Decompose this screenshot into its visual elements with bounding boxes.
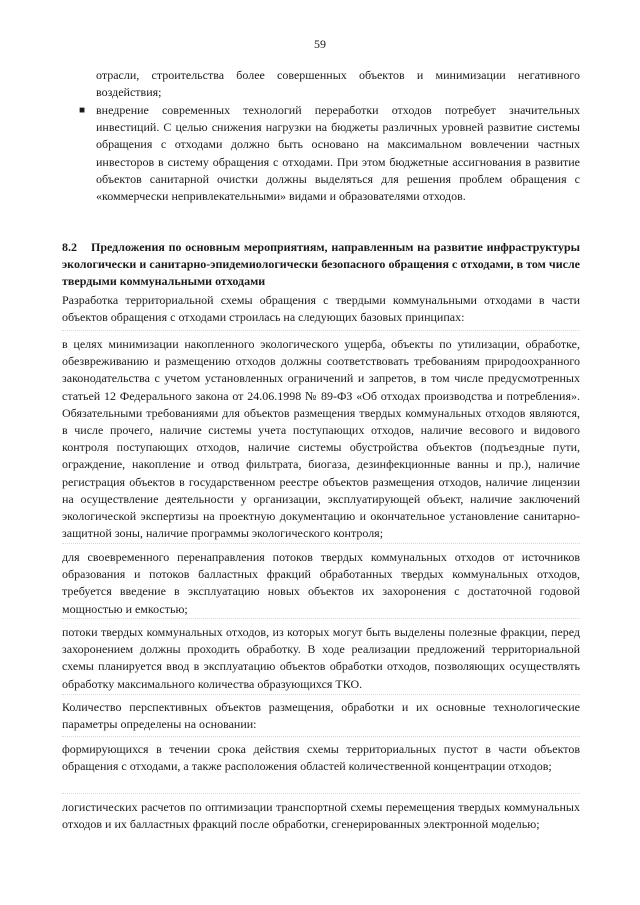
paragraph-divider (62, 330, 580, 331)
paragraph-divider (62, 694, 580, 695)
basis-paragraph: логистических расчетов по оптимизации транспортной схемы перемещения твердых коммунальных отходов и их балластных фракций после обработки, сгенерированных электронной моделью; (62, 800, 580, 832)
principle-paragraph: в целях минимизации накопленного экологического ущерба, объекты по утилизации, обработке, обезвреживанию и размещению отходов должны соответствовать требованиям природоохранного законодательства с учетом установленных ограничений и запретов, в том числе предусмотренных статьей 12 Федерального закона от 24.06.1998 № 89-ФЗ «Об отходах производства и потребления». Обязательными требованиями для объектов размещения твердых коммунальных отходов являются, в числе прочего, наличие системы учета поступающих отходов, наличие весового и видового контроля поступающих отходов, наличие системы обустройства объектов (подъездные пути, ограждение, накопление и отвод фильтрата, биогаза, дезинфекционные ванны и пр.), наличие регистрация объектов в государственном реестре объектов размещения отходов, наличие лицензии на осуществление деятельности у организации, эксплуатирующей объект, наличие заключений экологической экспертизы на проектную документацию и окончательное установление санитарно-защитной зоны, наличие программы экологического контроля; (62, 337, 580, 541)
section-title: Предложения по основным мероприятиям, направленным на развитие инфраструктуры экологически и санитарно-эпидемиологически безопасного обращения с отходами, в том числе твердыми коммунальными отходами (62, 240, 580, 289)
page-number: 59 (314, 37, 326, 51)
list-item (62, 102, 580, 205)
paragraph-divider (62, 793, 580, 794)
square-bullet-icon: ■ (79, 105, 86, 116)
intro-paragraph: Разработка территориальной схемы обращения с твердыми коммунальными отходами в части объектов обращения с отходами строилась на следующих базовых принципах: (62, 293, 580, 325)
section-number: 8.2 (62, 240, 77, 254)
paragraph-divider (62, 736, 580, 737)
paragraph-divider (62, 618, 580, 619)
basis-paragraph: формирующихся в течении срока действия схемы территориальных пустот в части объектов обращения с отходами, а также расположения областей количественной концентрации отходов; (62, 742, 580, 774)
paragraph-divider (62, 543, 580, 544)
continuation-text: отрасли, строительства более совершенных объектов и минимизации негативного воздействия; (96, 68, 580, 100)
basis-intro-paragraph: Количество перспективных объектов размещения, обработки и их основные технологические параметры определены на основании: (62, 700, 580, 732)
principle-paragraph: потоки твердых коммунальных отходов, из которых могут быть выделены полезные фракции, перед захоронением должны проходить обработку. В ходе реализации предложений территориальной схемы планируется ввод в эксплуатацию объектов обработки отходов, позволяющих осуществлять обработку максимального количества образующихся ТКО. (62, 625, 580, 691)
bullet-text: внедрение современных технологий переработки отходов потребует значительных инвестиций. С целью снижения нагрузки на бюджеты различных уровней развитие системы обращения с отходами должно быть основано на максимальном вовлечении частных инвесторов в систему обращения с отходами. При этом бюджетные ассигнования в развитие объектов санитарной очистки должны выделяться для решения проблем обращения с «коммерчески непривлекательными» видами и образователями отходов. (96, 103, 580, 204)
section-heading (62, 239, 580, 291)
principle-paragraph: для своевременного перенаправления потоков твердых коммунальных отходов от источников образования и потоков балластных фракций обработанных твердых коммунальных отходов, требуется введение в эксплуатацию новых объектов их захоронения с достаточной годовой мощностью и емкостью; (62, 550, 580, 616)
